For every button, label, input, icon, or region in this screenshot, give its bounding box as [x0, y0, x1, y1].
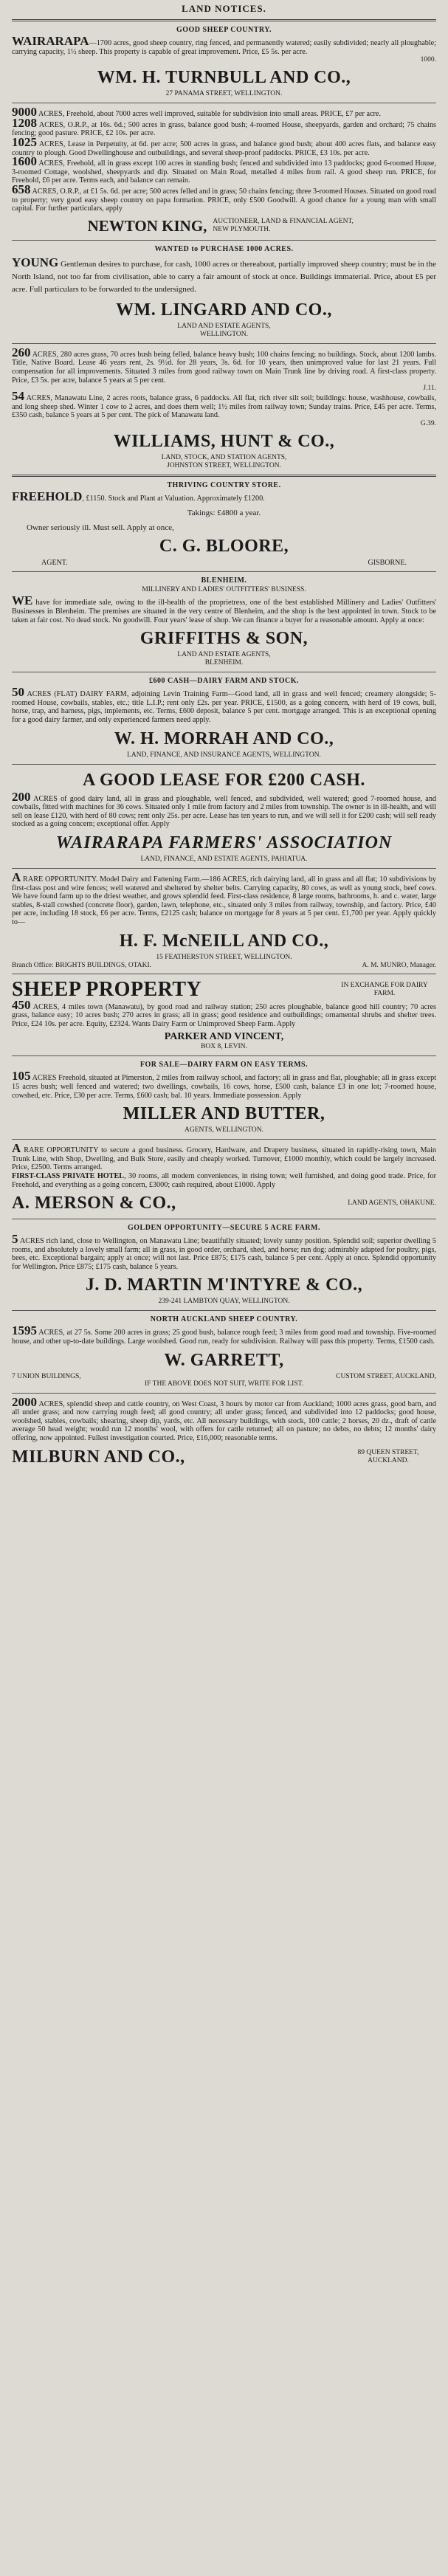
agent-name: J. D. MARTIN M'INTYRE & CO.,	[85, 1275, 363, 1295]
ad-town: BLENHEIM.	[201, 576, 247, 585]
ad-west-coast-sheep	[12, 1394, 436, 1468]
branch-line	[12, 962, 436, 969]
divider	[12, 1139, 436, 1140]
agent-note: LAND, FINANCE, AND ESTATE AGENTS, PAHIATUA.	[140, 855, 308, 863]
listing-item	[12, 115, 436, 138]
agent-note: LAND, STOCK, AND STATION AGENTS,	[161, 453, 287, 461]
ad-text: , 30 rooms, all modern conveniences, in rising town; well furnished, and doing good trade. Price, for Freehold, and everything as a going concern, £3000; cash required, about £1000. Apply	[12, 1171, 436, 1189]
manager-name: A. M. MUNRO, Manager.	[362, 961, 436, 969]
ad-heading: MILLINERY AND LADIES' OUTFITTERS' BUSINESS.	[142, 586, 306, 594]
ad-country-store	[12, 481, 436, 568]
ad-text: —1700 acres, good sheep country, ring fenced, and permanently watered; easily subdivided; nearly all ploughable; carrying capacity, 1½ sheep. This property is capable of great improvement. Price, £5 5s. per acre.	[12, 39, 436, 56]
agent-address: 239-241 LAMBTON QUAY, WELLINGTON.	[158, 1298, 290, 1306]
ad-lead: 105	[12, 1069, 31, 1084]
ad-heading: A GOOD LEASE FOR £200 CASH.	[83, 770, 365, 790]
agent-block	[12, 216, 436, 235]
ad-millinery-business	[12, 576, 436, 667]
listing-text: ACRES, O.R.P., at 16s. 6d.; 500 acres in grass, balance good bush; 4-roomed House, sheepyards, garden and orchard; 75 chains fencing; good pasture. PRICE, £2 10s. per acre.	[12, 120, 436, 138]
listing-item	[12, 154, 437, 185]
ad-body	[12, 593, 437, 624]
agent-name: A. MERSON & CO.,	[12, 1194, 176, 1213]
ad-text: ACRES rich land, close to Wellington, on Manawatu Line; beautifully situated; lovely sunny position. Splendid soil; superior dwelling 5 rooms, and absolutely a lovely small farm; all in grass, in good order, orchard, shed, and horse; run dog; admirably adapted for poultry, pigs, bees, etc. Exceptional bargain; apply at once; will not last. Price £875; £175 cash, balance 5 per cent. Apply at once. Splendid opportunity for Wellington. Price £875; £175 cash, balance 5 years.	[12, 1237, 437, 1271]
agent-title: AGENT.	[41, 559, 68, 568]
ad-text: RARE OPPORTUNITY. Model Dairy and Fattening Farm.—186 ACRES, rich dairying land, all in grass and all flat; 10 subdivisions by first-class post and wire fences; well watered and sheltered by shelter belts. Carrying capacity, 80 cows, as well as young stock, beef cows. We have found farm up to the driest weather, and grows splendid feed. First-class residence, 8 large rooms, bathrooms, h. and c. water, large stables, 8-stall cowshed (concrete floor), garden, lawn, telephone, etc., situated only 3 miles from railway, township, and factory. Price, £40 per acre, including 18 stock, £6 per acre. Terms, £2125 cash; balance on mortgage for 8 years at 5 per cent. £1,700 per year. Apply quickly to—	[12, 875, 436, 926]
agent-address: BLENHEIM.	[204, 659, 244, 667]
agent-name: PARKER AND VINCENT,	[164, 1031, 284, 1043]
ad-title-row	[12, 979, 436, 1001]
ad-lead: FIRST-CLASS PRIVATE HOTEL	[12, 1171, 125, 1180]
ad-lead: YOUNG	[12, 255, 59, 269]
ad-dairy-farm-600	[12, 677, 436, 759]
agent-note: LAND AND ESTATE AGENTS,	[177, 651, 271, 659]
agent-name: GRIFFITHS & SON,	[139, 629, 309, 649]
ad-body	[12, 1069, 436, 1100]
ad-wanted-to-purchase	[12, 245, 436, 339]
ad-body	[12, 1394, 436, 1443]
divider	[12, 1055, 436, 1056]
agent-name: WILLIAMS, HUNT & CO.,	[113, 431, 335, 451]
agent-name: WAIRARAPA FARMERS' ASSOCIATION	[55, 833, 393, 853]
agent-note: LAND AGENTS, OHAKUNE.	[348, 1199, 436, 1207]
ad-text: ACRES of good dairy land, all in grass and ploughable, well fenced, and subdivided, well watered; good 7-roomed house, and cowbails, fitted with machines for 36 cows. Situated only 1 mile from factory and 2 miles from township. The owner is in ill-health, and will sell on lease £120, with herd of 80 cows; rent only 25s. per acre. Lease has ten years to run, and we will sell it for £200 cash; will sell ready stocked as a going concern; exceptional offer. Apply	[12, 794, 437, 829]
ad-heading: NORTH AUCKLAND SHEEP COUNTRY.	[150, 1315, 298, 1324]
ad-body	[12, 685, 436, 725]
divider	[12, 868, 436, 869]
ad-model-dairy-farm	[12, 870, 436, 969]
branch-office: Branch Office: BRIGHTS BUILDINGS, OTAKI.	[12, 961, 152, 969]
ad-body	[12, 997, 437, 1029]
agent-address: JOHNSTON STREET, WELLINGTON.	[167, 461, 281, 469]
agent-note: LAND AND ESTATE AGENTS,	[177, 322, 271, 330]
agent-name: C. G. BLOORE,	[159, 537, 289, 557]
ad-note: Owner seriously ill. Must sell. Apply at once,	[27, 523, 174, 533]
listing-lead: 1025	[12, 134, 37, 149]
listing-lead: 658	[12, 182, 31, 196]
ad-good-lease	[12, 769, 436, 864]
section-header: LAND NOTICES.	[182, 3, 266, 14]
ad-heading: £600 CASH—DAIRY FARM AND STOCK.	[148, 677, 300, 686]
ad-lead: WAIRARAPA	[12, 34, 89, 48]
ad-newton-king	[12, 105, 437, 235]
ad-sheep-property-exchange	[12, 979, 436, 1052]
listing-lead: 1600	[12, 154, 37, 169]
agent-address: 15 FEATHERSTON STREET, WELLINGTON.	[156, 953, 292, 961]
ad-text: RARE OPPORTUNITY to secure a good business. Grocery, Hardware, and Drapery business, situated in rapidly-rising town, Main Trunk Line, with Shop, Dwelling, and Bulk Store, easily and cheaply worked. Turnover, £1000 monthly, which could be largely increased. Price, £2500. Terms arranged.	[12, 1146, 437, 1172]
ad-lead: FREEHOLD	[12, 489, 83, 503]
ad-williams-hunt	[12, 345, 437, 470]
ad-heading: GOLDEN OPPORTUNITY—SECURE 5 ACRE FARM.	[128, 1224, 320, 1233]
agent-address: 27 PANAMA STREET, WELLINGTON.	[165, 90, 283, 98]
agent-note: LAND, FINANCE, AND INSURANCE AGENTS, WELLINGTON.	[127, 751, 321, 759]
ad-five-acre-farm	[12, 1224, 436, 1306]
agent-location	[12, 559, 436, 567]
ad-lead: 450	[12, 997, 31, 1012]
ad-business-and-hotel	[12, 1141, 437, 1214]
listing-item	[12, 345, 437, 385]
listing-text: ACRES, Lease in Perpetuity, at 6d. per acre; 500 acres in grass, and balance good bush; about 400 acres flats, and balance easy country to plough. Good Dwellinghouse and outbuildings, and several sheep-proof paddocks. PRICE, £3 10s. per acre.	[12, 140, 437, 157]
listing-lead: 260	[12, 345, 31, 359]
agent-block	[12, 1446, 436, 1468]
ad-north-auckland	[12, 1315, 436, 1388]
ad-text: Gentleman desires to purchase, for cash, 1000 acres or thereabout, partially improved sheep country; must be in the North Island, not too far from civilisation, able to carry a fair amount of stock at once. Buildings immaterial. Price, about £5 per acre. Full particulars to be forwarded to the undersigned.	[12, 259, 436, 294]
ad-text: ACRES, at 27 5s. Some 200 acres in grass; 25 good bush, balance rough feed; 3 miles from good road and township. Five-roomed house, and other up-to-date buildings. Large woolshed. Good run, ready for subdivision. Railway will pass this property. Terms, £1500 cash.	[12, 1329, 436, 1346]
agent-name: W. GARRETT,	[164, 1350, 284, 1370]
newspaper-page	[6, 0, 442, 2575]
ad-lead: A	[12, 1141, 21, 1156]
ad-ref: 1000.	[420, 56, 436, 64]
agent-name: W. H. MORRAH AND CO.,	[114, 729, 334, 748]
listing-item	[12, 105, 436, 120]
listing-text: ACRES, O.R.P., at £1 5s. 6d. per acre; 500 acres felled and in grass; 50 chains fencing; three 3-roomed Houses. Situated on good road to property; very good easy sheep country on papa formation. PRICE, only £500 Goodwill. A good chance for a young man with small capital. For further particulars, apply	[12, 187, 437, 213]
agent-name: H. F. McNEILL AND CO.,	[119, 931, 329, 951]
ad-lead: 1595	[12, 1323, 37, 1338]
agent-name: MILBURN AND CO.,	[12, 1447, 185, 1467]
divider	[12, 571, 436, 572]
ad-lead: WE	[12, 593, 33, 608]
agent-town: GISBORNE.	[368, 559, 407, 568]
ad-lead: 2000	[12, 1394, 37, 1409]
ad-heading: GOOD SHEEP COUNTRY.	[176, 26, 272, 34]
listing-item	[12, 182, 437, 213]
agent-name: WM. LINGARD AND CO.,	[116, 300, 332, 320]
agent-note: AUCTIONEER, LAND & FINANCIAL AGENT, NEW PLYMOUTH.	[213, 217, 354, 233]
divider	[12, 475, 436, 477]
ad-body	[12, 256, 436, 296]
ad-tag: IN EXCHANGE FOR DAIRY FARM.	[341, 981, 428, 997]
agent-name: WM. H. TURNBULL AND CO.,	[97, 68, 351, 88]
listing-text: ACRES, Freehold, about 7000 acres well improved, suitable for subdivision into small areas. PRICE, £7 per acre.	[38, 110, 381, 119]
ad-body	[12, 789, 437, 829]
ad-body	[12, 1141, 437, 1172]
agent-address-line	[12, 1373, 436, 1380]
agent-note: AGENTS, WELLINGTON.	[184, 1126, 264, 1134]
ad-text: have for immediate sale, owing to the ill-health of the proprietress, one of the best established Millinery and Ladies' Outfitters' Businesses in Blenheim. The premises are situated in the very centre of Blenheim, and the shop is the best appointed in town. Stock to be taken at fair cost. No dead stock. No goodwill. Four years' lease of shop. We can finance a buyer for a reasonable amount. Apply at once:	[12, 599, 437, 624]
ad-heading: FOR SALE—DAIRY FARM ON EASY TERMS.	[139, 1061, 309, 1070]
divider	[12, 19, 436, 21]
agent-address: BOX 8, LEVIN.	[201, 1043, 247, 1051]
ad-dairy-farm-easy-terms	[12, 1061, 436, 1134]
listing-text: ACRES, 280 acres grass, 70 acres bush being felled, balance heavy bush; 100 chains fencing; no buildings. Stock, about 1200 lambs. Title, Native Board. Lease 46 years rent, 2s. 9½d. for 28 years, 3s. 6d. for 10 years, then unimproved value for last 21 years. Full compensation for all improvements. Situated 3 miles from good railway town on Main Trunk line by driving road. A first-class property. Price, £3 5s. per acre, balance 5 years at 5 per cent.	[12, 350, 437, 385]
ad-ref: G.39.	[420, 419, 436, 427]
ad-text: ACRES (FLAT) DAIRY FARM, adjoining Levin Training Farm—Good land, all in grass and well fenced; creamery alongside; 5-roomed House, cowbails, stables, etc.; title L.I.P.; rent only £2s. per year. PRICE, £1500, as a going concern, with herd of 19 cows, bull, horse, trap, and harness, pigs, implements, etc. Terms, £600 deposit, balance 5 per cent. mortgage arranged. This is an exceptional opening for a good dairy farmer, and only experienced farmers need apply.	[12, 690, 436, 725]
ad-body	[12, 1232, 437, 1271]
divider	[12, 764, 436, 765]
ad-text: ACRES, splendid sheep and cattle country, on West Coast, 3 hours by motor car from Auckland; 1000 acres grass, good barn, and all under grass; and now carrying rough feed; all good country; all under grass; fenced, and subdivided into 12 paddocks; good house, woolshed, stables, cowbails; shearing, sheep dip, yards, etc. All necessary buildings, with stock, 100 cattle; 2 horses, 20 dz., draft of cattle average 50 head weight; would run 12 months' wool, with offers for cattle returned; all on pasture; no debts, no debts; 12 months' dairy offering, now appointed. Fullest investigation courted. Price, £16,000; reasonable terms.	[12, 1399, 436, 1443]
ad-body	[12, 489, 436, 503]
ad-note: IF THE ABOVE DOES NOT SUIT, WRITE FOR LIST.	[145, 1380, 303, 1388]
ad-body	[12, 1172, 436, 1189]
ad-text: ACRES, 4 miles town (Manawatu), by good road and railway station; 250 acres ploughable, balance good hill country; 70 acres grass, balance easy; 10 acres bush; 270 acres in grass; all in grass; good residence and outbuildings; ornamental shrubs and shelter trees. Price, £24 10s. per acre. Equity, £2324. Wants Dairy Farm or Unimproved Sheep Farm. Apply	[12, 1002, 437, 1028]
listing-lead: 1208	[12, 115, 37, 130]
ad-ref: J.11.	[423, 385, 436, 393]
ad-lead: 200	[12, 789, 31, 804]
listing-text: ACRES, Manawatu Line, 2 acres roots, balance grass, 6 paddocks. All flat, rich river silt soil; buildings: house, washhouse, cowbails, and long sheep shed. Winter 1 cow to 2 acres, and does them well; 1½ miles from railway town; Sunday trains. Price, £45 per acre. Terms, £350 cash, balance 5 years at 5 per cent. The pick of Manawatu land.	[12, 394, 437, 420]
takings: Takings: £4800 a year.	[187, 509, 261, 518]
listing-lead: 9000	[12, 105, 37, 120]
agent-name: MILLER AND BUTTER,	[123, 1104, 325, 1124]
listing-text: ACRES, Freehold, all in grass except 100 acres in standing bush; fenced and subdivided into 13 paddocks; good 6-roomed House, 3-roomed Cottage, woolshed, sheepyards and dip. Situated on Main Road, metalled 4 miles from rail. A good sheep run. PRICE, for Freehold, £6 per acre. Terms each, and balance can remain.	[12, 159, 437, 185]
agent-block	[12, 1192, 436, 1214]
ad-lead: A	[12, 870, 21, 884]
ad-text: , £1150. Stock and Plant at Valuation. Approximately £1200.	[82, 494, 265, 503]
agent-address: 7 UNION BUILDINGS,	[12, 1372, 81, 1380]
divider	[12, 1393, 436, 1394]
agent-name: NEWTON KING,	[87, 216, 207, 235]
divider	[12, 343, 436, 344]
listing-lead: 54	[12, 389, 24, 404]
ad-lead: 5	[12, 1232, 18, 1247]
divider	[12, 1310, 436, 1311]
ad-body	[12, 1323, 436, 1346]
agent-address: WELLINGTON.	[200, 330, 248, 338]
agent-address: 89 QUEEN STREET, AUCKLAND.	[357, 1448, 419, 1464]
ad-good-sheep-country	[12, 26, 436, 98]
ad-body	[12, 870, 436, 927]
agent-street: CUSTOM STREET, AUCKLAND,	[336, 1372, 436, 1380]
ad-body	[12, 34, 436, 56]
ad-heading: WANTED to PURCHASE 1000 ACRES.	[154, 244, 294, 253]
listing-item	[12, 134, 437, 157]
ad-lead: 50	[12, 685, 24, 700]
ad-text: ACRES Freehold, situated at Pimerston, 2 miles from railway school, and factory; all in grass and flat, ploughable; all in grass except 15 acres bush; well fenced and watered; two dwellings, cowbails, 16 cows, horse, £500 cash, balance £3 in one lot; 7-roomed house, cowshed, etc. Price, £30 per acre. Terms, £600 cash; bal. 10 years. Immediate possession. Apply	[12, 1074, 436, 1100]
ad-heading: SHEEP PROPERTY	[12, 977, 202, 1001]
divider	[12, 240, 436, 241]
ad-heading: THRIVING COUNTRY STORE.	[167, 481, 281, 489]
